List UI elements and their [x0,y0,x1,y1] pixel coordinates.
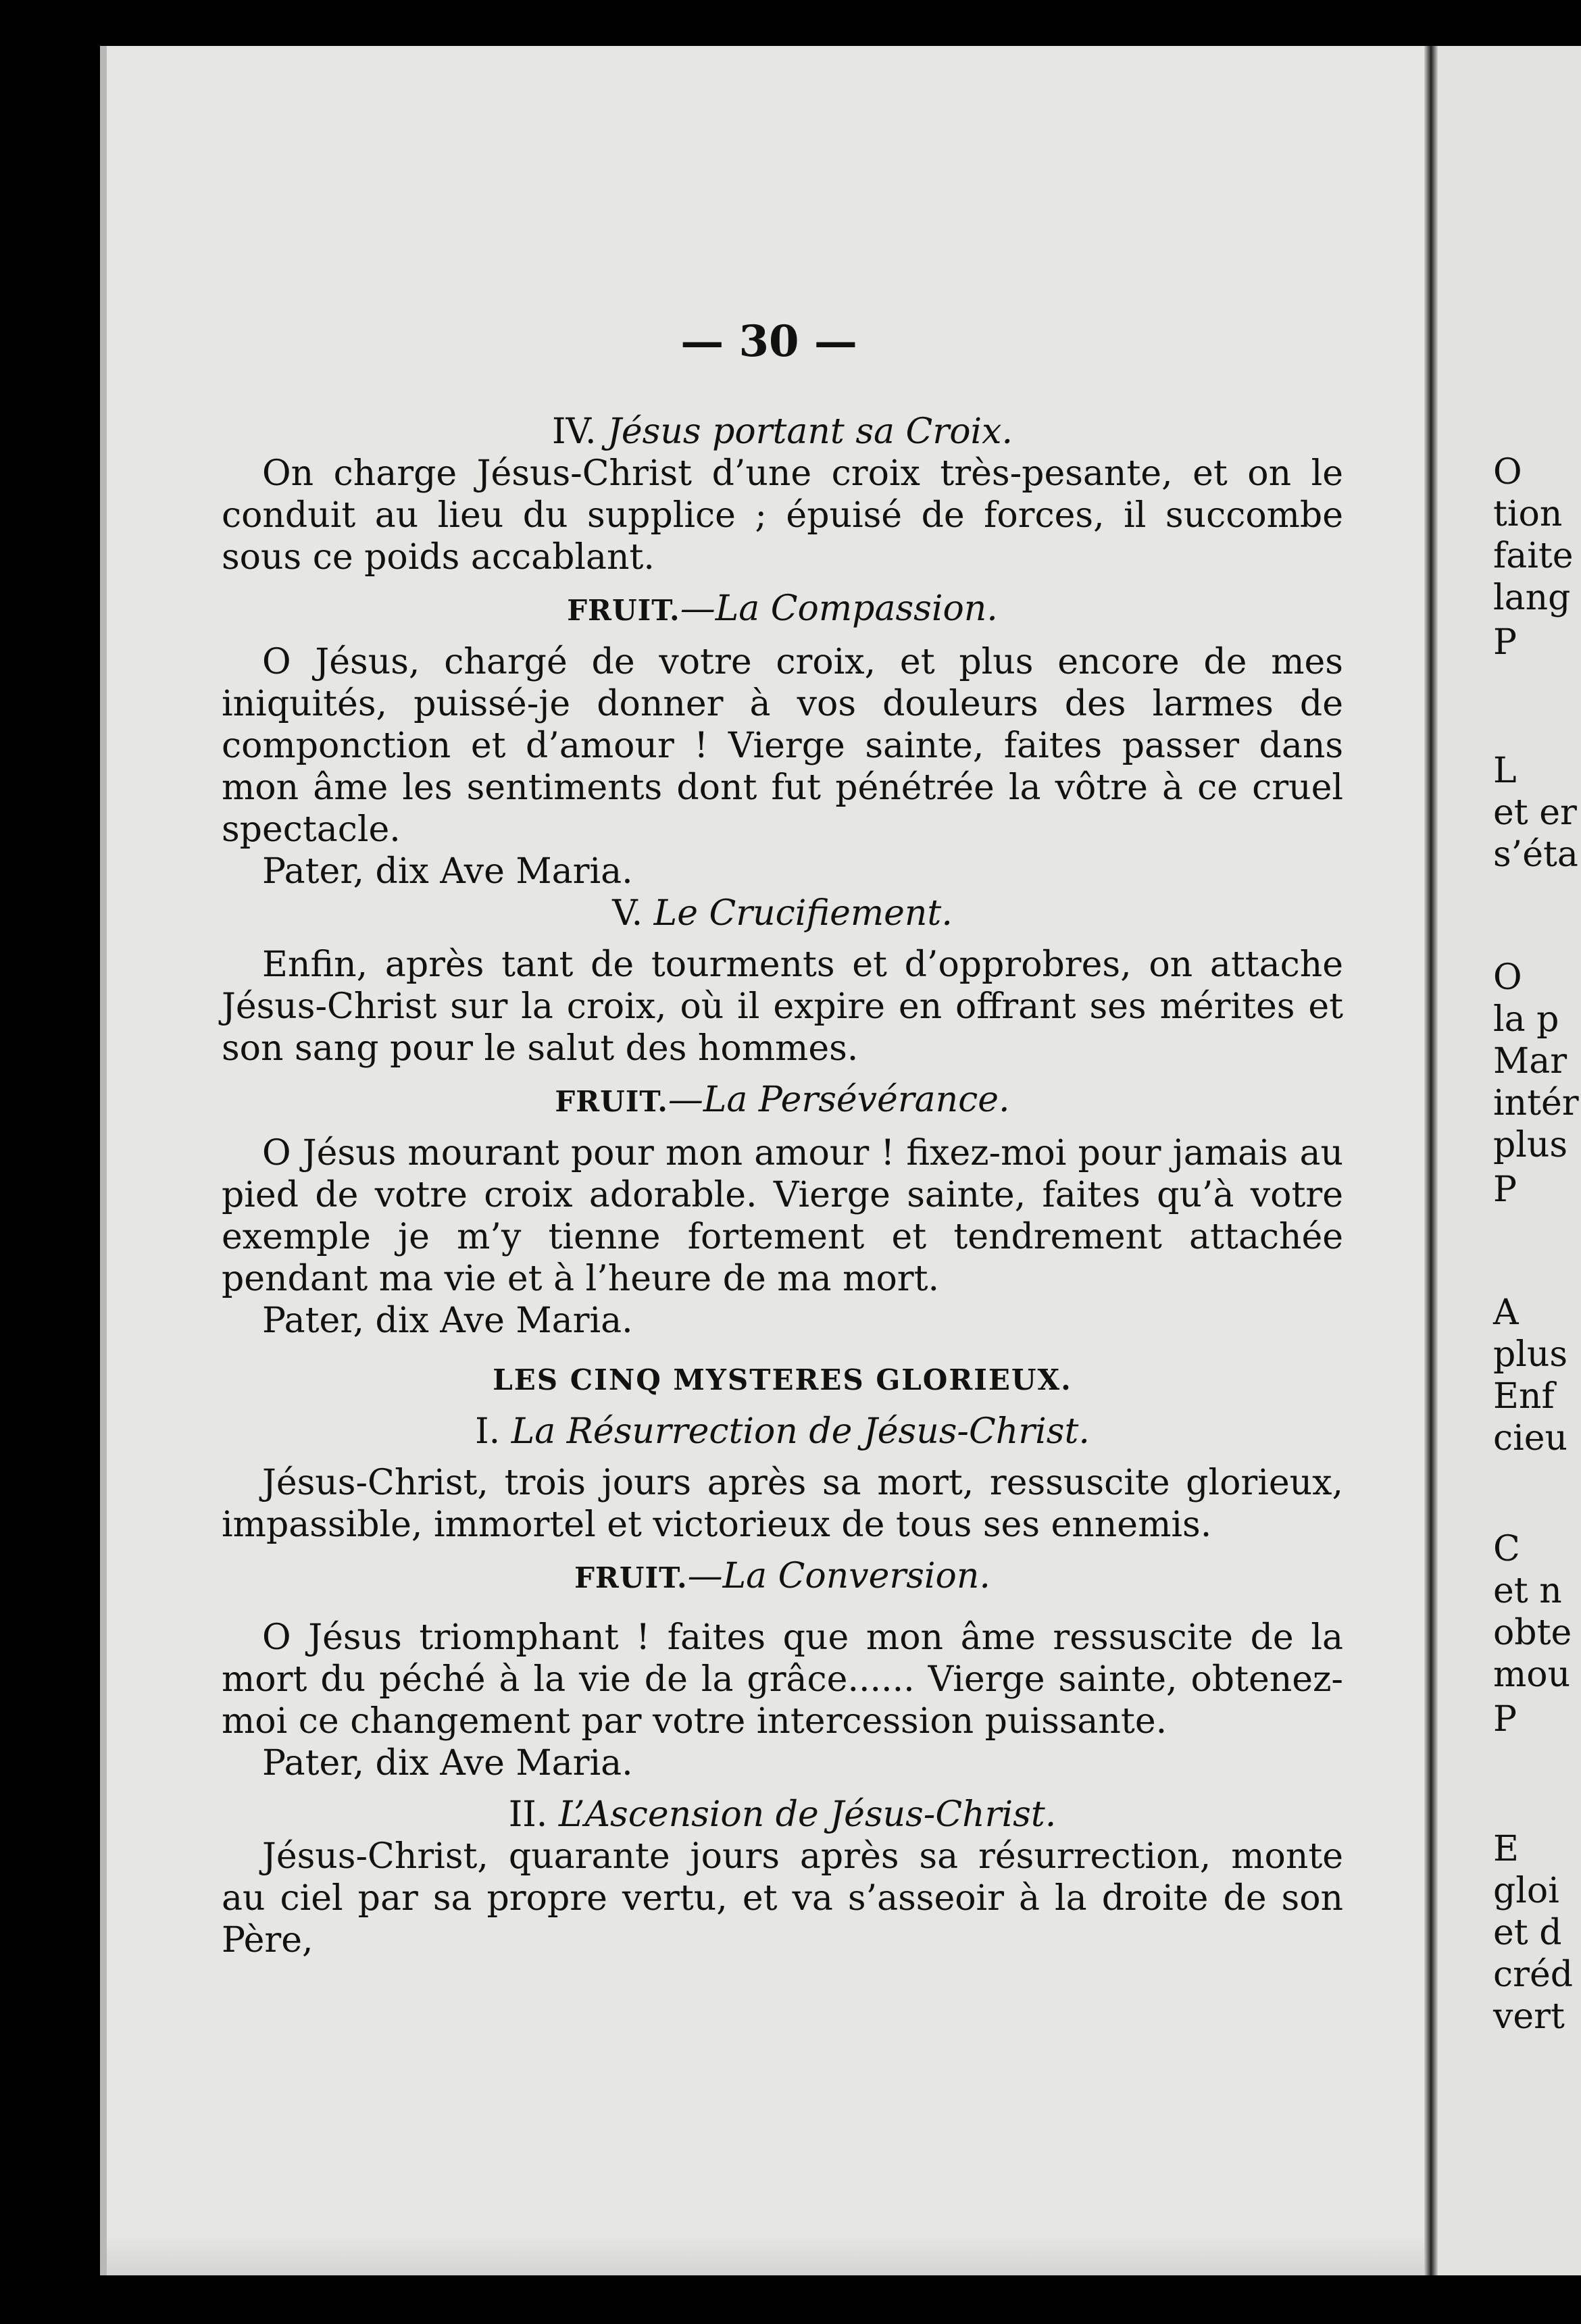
heading-title: La Résurrection de Jésus-Christ. [511,1411,1090,1452]
mystery-heading [222,1794,1343,1836]
fragment-text: vert [1493,1996,1565,2037]
fruit-title: —La Conversion. [687,1556,990,1596]
fruit-title: —La Compassion. [680,588,998,629]
book-gutter [1424,46,1438,2275]
fragment-text: s’éta [1493,834,1578,875]
fruit-title: —La Persévérance. [668,1080,1010,1120]
pater-line: Pater, dix Ave Maria. [262,851,633,892]
fragment-text: E [1493,1829,1519,1869]
fragment-text: mou [1493,1654,1571,1695]
heading-numeral: II. [508,1794,548,1835]
book-page-left [100,46,1431,2275]
mystery-heading [222,892,1343,934]
mystery-body: Jésus-Christ, trois jours après sa mort, ressuscite glorieux, impassible, immortel et victorieux de tous ses ennemis. [222,1463,1343,1545]
pater-line: Pater, dix Ave Maria. [262,1743,633,1784]
fruit-label: FRUIT. [555,1085,668,1118]
fragment-text: Mar [1493,1041,1567,1082]
fragment-text: P [1493,1699,1517,1740]
fragment-text: et er [1493,792,1577,833]
heading-title: L’Ascension de Jésus-Christ. [558,1794,1057,1835]
mystery-heading [222,411,1343,453]
fragment-text: C [1493,1529,1520,1569]
fruit-line [222,588,1343,632]
fragment-text: Enf [1493,1376,1555,1417]
fragment-text: tion [1493,494,1563,534]
mystery-heading [222,1411,1343,1452]
pater-line: Pater, dix Ave Maria. [262,1300,633,1341]
fragment-text: A [1493,1292,1519,1333]
fragment-text: O [1493,452,1522,492]
prayer-text: O Jésus, chargé de votre croix, et plus encore de mes iniquités, puissé-je donner à vos douleurs des larmes de componction et d’amour ! Vierge sainte, faites passer dans mon âme les sentiments dont fut pénétrée la vôtre à ce cruel spectacle. [222,642,1343,850]
heading-numeral: V. [612,893,643,934]
heading-title: Jésus portant sa Croix. [607,411,1013,452]
fruit-label: FRUIT. [567,594,680,627]
fruit-line [222,1079,1343,1123]
prayer-text: O Jésus mourant pour mon amour ! fixez-moi pour jamais au pied de votre croix adorable. Vierge sainte, faites qu’à votre exemple je m’y tienne fortement et tendrement attachée pendant ma vie et à l’heure de ma mort. [222,1133,1343,1299]
fragment-text: cieu [1493,1418,1568,1459]
fragment-text: O [1493,957,1522,998]
mystery-body: Enfin, après tant de tourments et d’opprobres, on attache Jésus-Christ sur la croix, où il expire en offrant ses mérites et son sang pour le salut des hommes. [222,944,1343,1069]
fruit-label: FRUIT. [574,1561,688,1594]
prayer-text: O Jésus triomphant ! faites que mon âme ressuscite de la mort du péché à la vie de la grâce...... Vierge sainte, obtenez-moi ce changement par votre intercession puissante. [222,1617,1343,1742]
fragment-text: P [1493,1169,1517,1210]
mystery-body: Jésus-Christ, quarante jours après sa résurrection, monte au ciel par sa propre vertu, et va s’asseoir à la droite de son Père, [222,1836,1343,1961]
fragment-text: lang [1493,578,1571,618]
page-text [222,411,1343,1961]
fragment-text: la p [1493,999,1559,1040]
fruit-line [222,1555,1343,1599]
fragment-text: et n [1493,1571,1562,1611]
heading-numeral: IV. [551,411,597,452]
mystery-body: On charge Jésus-Christ d’une croix très-pesante, et on le conduit au lieu du supplice ; épuisé de forces, il succombe sous ce poids accablant. [222,453,1343,578]
fragment-text: plus [1493,1334,1568,1375]
heading-numeral: I. [475,1411,501,1452]
fragment-text: créd [1493,1954,1574,1995]
fragment-text: intér [1493,1083,1579,1123]
fragment-text: faite [1493,536,1574,576]
fragment-text: gloi [1493,1871,1559,1911]
fragment-text: obte [1493,1613,1572,1653]
page-number: — 30 — [680,316,857,367]
section-title: LES CINQ MYSTERES GLORIEUX. [493,1363,1072,1396]
fragment-text: P [1493,622,1517,663]
fragment-text: L [1493,751,1517,791]
fragment-text: plus [1493,1125,1568,1165]
heading-title: Le Crucifiement. [653,893,953,934]
fragment-text: et d [1493,1913,1562,1953]
